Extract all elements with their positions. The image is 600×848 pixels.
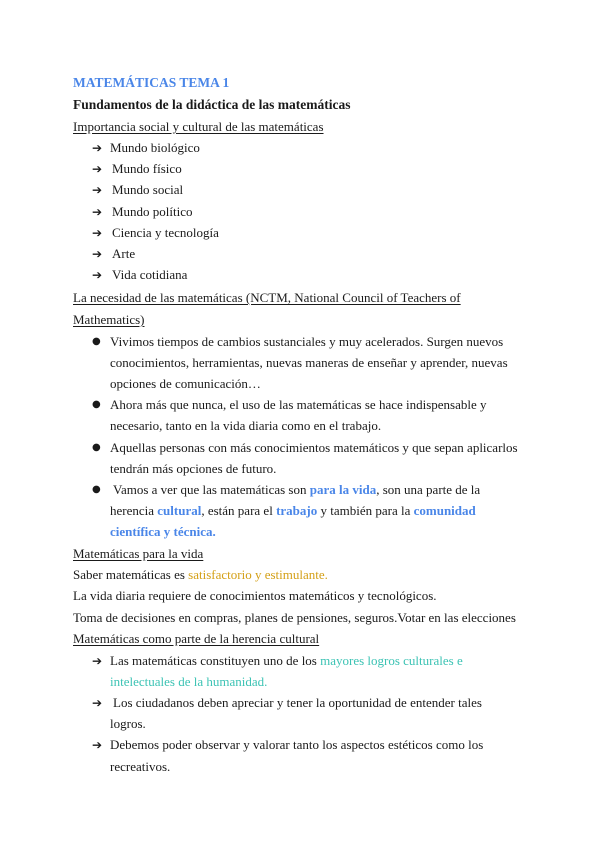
paragraph-line: Vivimos tiempos de cambios sustanciales y muy acelerados. Surgen nuevos [110,334,504,349]
section-heading-herencia: Matemáticas como parte de la herencia cultural [73,631,320,646]
list-item: Mundo físico [112,161,182,176]
section-heading-importancia: Importancia social y cultural de las matemáticas [73,119,324,134]
text-run: herencia [110,503,158,518]
arrow-icon: ➔ [92,268,103,282]
arrow-icon: ➔ [92,738,103,752]
arrow-icon: ➔ [92,162,103,176]
section-heading-vida: Matemáticas para la vida [73,546,204,561]
arrow-icon: ➔ [92,654,103,668]
highlight-trabajo: trabajo [276,503,318,518]
list-item: Mundo político [112,204,193,219]
arrow-icon: ➔ [92,141,103,155]
text-run: , están para el [201,503,277,518]
paragraph-line: Aquellas personas con más conocimientos matemáticos y que sepan aplicarlos [110,440,518,455]
arrow-icon: ➔ [92,205,103,219]
section-heading-necesidad: La necesidad de las matemáticas (NCTM, National Council of Teachers of [73,290,461,305]
text-run: y también para la [317,503,414,518]
paragraph-line: logros. [110,716,146,731]
paragraph-line: Los ciudadanos deben apreciar y tener la oportunidad de entender tales [113,695,482,710]
section-heading-necesidad-cont: Mathematics) [73,312,145,327]
arrow-icon: ➔ [92,183,103,197]
bullet-icon: ● [92,399,101,410]
paragraph-line: Ahora más que nunca, el uso de las matemáticas se hace indispensable y [110,397,487,412]
document-title: MATEMÁTICAS TEMA 1 [73,75,230,90]
paragraph-line: tendrán más opciones de futuro. [110,461,277,476]
paragraph-line: opciones de comunicación… [110,376,261,391]
highlight-para-la-vida: para la vida [309,482,377,497]
highlight-mayores-logros: mayores logros culturales e [320,653,463,668]
list-item: Mundo social [112,182,184,197]
highlight-satisfactorio: satisfactorio y estimulante. [188,567,328,582]
arrow-icon: ➔ [92,247,103,261]
paragraph-line [110,653,463,669]
list-item: Vida cotidiana [112,267,188,282]
bullet-icon: ● [92,442,101,453]
paragraph-line: Debemos poder observar y valorar tanto los aspectos estéticos como los [110,737,484,752]
highlight-intelectuales: intelectuales de la humanidad. [110,674,268,689]
text-run: , son una parte de la [376,482,481,497]
highlight-cientifica: científica y técnica. [110,524,216,539]
highlight-cultural: cultural [157,503,202,518]
paragraph-line: La vida diaria requiere de conocimientos matemáticos y tecnológicos. [73,588,437,603]
paragraph-line [73,567,328,583]
text-run: Vamos a ver que las matemáticas son [113,482,310,497]
list-item: Mundo biológico [110,140,200,155]
paragraph-line: Toma de decisiones en compras, planes de pensiones, seguros.Votar en las elecciones [73,610,516,625]
text-run: Las matemáticas constituyen uno de los [110,653,321,668]
paragraph-line: recreativos. [110,759,171,774]
arrow-icon: ➔ [92,696,103,710]
paragraph-line: conocimientos, herramientas, nuevas maneras de enseñar y aprender, nuevas [110,355,508,370]
paragraph-line [110,503,476,519]
arrow-icon: ➔ [92,226,103,240]
list-item: Ciencia y tecnología [112,225,219,240]
paragraph-line [113,482,480,498]
paragraph-line: necesario, tanto en la vida diaria como en el trabajo. [110,418,382,433]
bullet-icon: ● [92,484,101,495]
bullet-icon: ● [92,336,101,347]
text-run: Saber matemáticas es [73,567,189,582]
highlight-comunidad: comunidad [413,503,476,518]
document-subtitle: Fundamentos de la didáctica de las matemáticas [73,97,351,112]
list-item: Arte [112,246,136,261]
